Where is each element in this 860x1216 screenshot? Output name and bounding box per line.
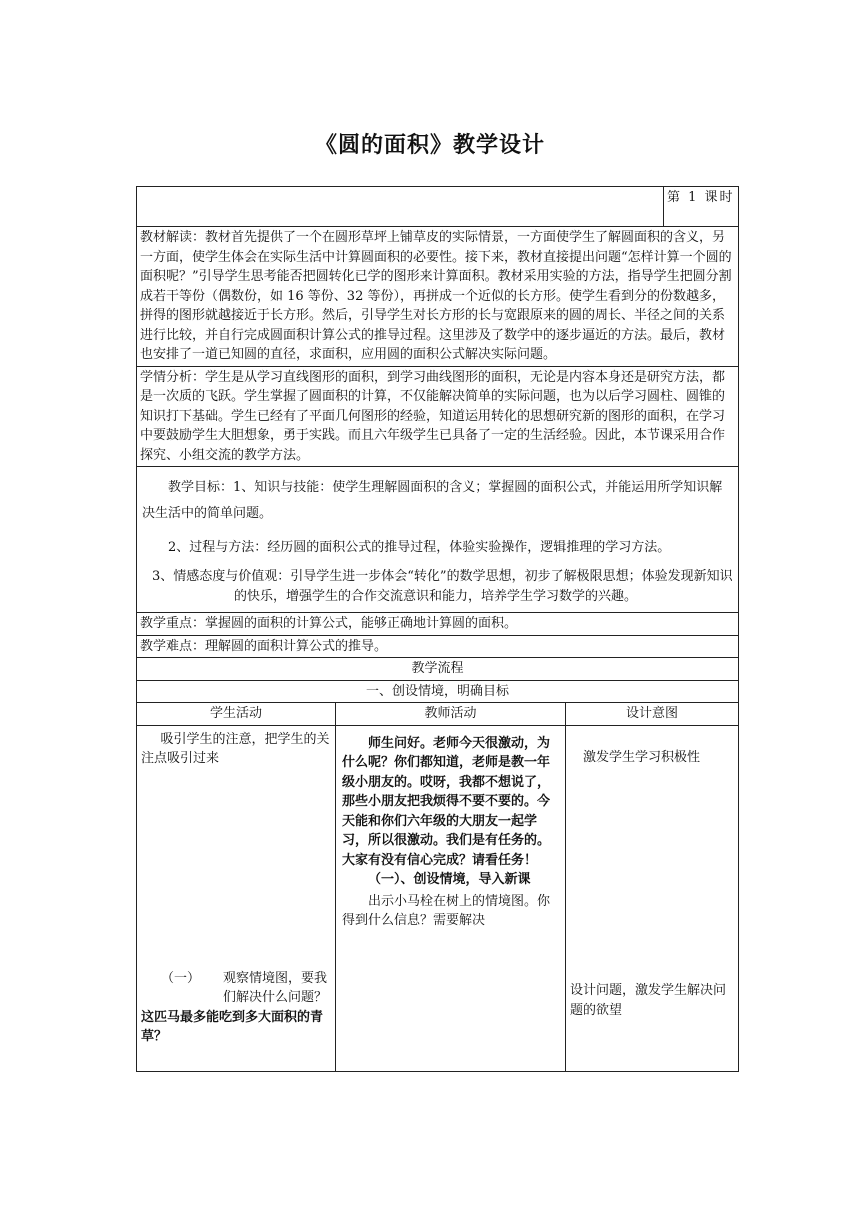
lesson-plan-table <box>136 186 739 1072</box>
process-title-row <box>137 658 739 681</box>
question-label: （一） <box>161 970 201 986</box>
goal-attitude: 3、情感态度与价值观：引导学生进一步体会“转化”的数学思想，初步了解极限思想；体验发现新知识的快乐，增强学生的合作交流意识和能力，培养学生学习数学的兴趣。 <box>152 569 733 604</box>
process-title: 教学流程 <box>137 658 739 681</box>
material-analysis: 教材解读：教材首先提供了一个在圆形草坪上铺草皮的实际情景，一方面使学生了解圆面积的含义，另一方面，使学生体会在实际生活中计算圆面积的必要性。接下来，教材直接提出问题“怎样计算一个圆的面积呢？”引导学生思考能否把圆转化已学的图形来计算面积。教材采用实验的方法，指导学生把圆分割成若干等份（偶数份，如 16 等份、32 等份），再拼成一个近似的长方形。使学生看到分的份数越多，拼得的图形就越接近于长方形。然后，引导学生对长方形的长与宽跟原来的圆的周长、半径之间的关系进行比较，并自行完成圆面积计算公式的推导过程。这里涉及了数学中的逐步逼近的方法。最后，教材也安排了一道已知圆的直径，求面积，应用圆的面积公式解决实际问题。 <box>137 227 739 367</box>
question-text: 观察情境图，要我们解决什么问题？ <box>223 970 328 1005</box>
section-title: 一、创设情境，明确目标 <box>137 680 739 703</box>
header-row <box>137 187 739 227</box>
teaching-goals <box>137 467 739 613</box>
teacher-paragraph-1: 师生问好。老师今天很激动，为什么呢？你们都知道，老师是教一年级小朋友的。哎呀，我都不想说了，那些小朋友把我烦得不要不要的。今天能和你们六年级的大朋友一起学习，所以很激动。我们是有任务的。大家有没有信心完成？请看任务！ <box>342 735 551 868</box>
student-activity-cell <box>137 725 336 1071</box>
teacher-paragraph-2: （一）、创设情境，导入新课 <box>368 872 531 887</box>
goal-knowledge: 教学目标：1、知识与技能：使学生理解圆面积的含义；掌握圆的面积公式，并能运用所学知识解决生活中的简单问题。 <box>142 480 723 521</box>
lesson-number: 第 1 课时 <box>664 187 739 227</box>
column-design: 设计意图 <box>566 703 739 726</box>
goals-row <box>137 467 739 613</box>
teacher-activity-cell <box>336 725 566 1071</box>
key-point-row <box>137 613 739 636</box>
student-analysis-row <box>137 366 739 467</box>
column-header-row <box>137 703 739 726</box>
document-title: 《圆的面积》教学设计 <box>314 133 545 158</box>
difficulty-row <box>137 635 739 658</box>
activity-row <box>137 725 739 1071</box>
section-title-row <box>137 680 739 703</box>
column-teacher: 教师活动 <box>336 703 566 726</box>
student-activity-line: 吸引学生的注意，把学生的关注点吸引过来 <box>141 731 330 766</box>
student-question <box>141 969 331 1008</box>
key-point: 教学重点：掌握圆的面积的计算公式，能够正确地计算圆的面积。 <box>137 613 739 636</box>
design-intent-1: 激发学生学习积极性 <box>583 749 701 765</box>
column-student: 学生活动 <box>137 703 336 726</box>
design-intent-2: 设计问题，激发学生解决问题的欲望 <box>570 983 727 1018</box>
header-blank-cell <box>137 187 664 227</box>
student-analysis: 学情分析：学生是从学习直线图形的面积，到学习曲线图形的面积，无论是内容本身还是研究方法，都是一次质的飞跃。学生掌握了圆面积的计算，不仅能解决简单的实际问题，也为以后学习圆柱、圆锥的知识打下基础。学生已经有了平面几何图形的经验，知道运用转化的思想研究新的图形的面积，在学习中要鼓励学生大胆想象，勇于实践。而且六年级学生已具备了一定的生活经验。因此，本节课采用合作探究、小组交流的教学方法。 <box>137 366 739 467</box>
goal-process: 2、过程与方法：经历圆的面积公式的推导过程，体验实验操作，逻辑推理的学习方法。 <box>168 540 671 555</box>
material-analysis-row <box>137 227 739 367</box>
question-bold: 这匹马最多能吃到多大面积的青草？ <box>141 1009 324 1044</box>
difficulty: 教学难点：理解圆的面积计算公式的推导。 <box>137 635 739 658</box>
design-intent-cell <box>566 725 739 1071</box>
teacher-paragraph-3: 出示小马栓在树上的情境图。你得到什么信息？需要解决 <box>342 893 551 928</box>
